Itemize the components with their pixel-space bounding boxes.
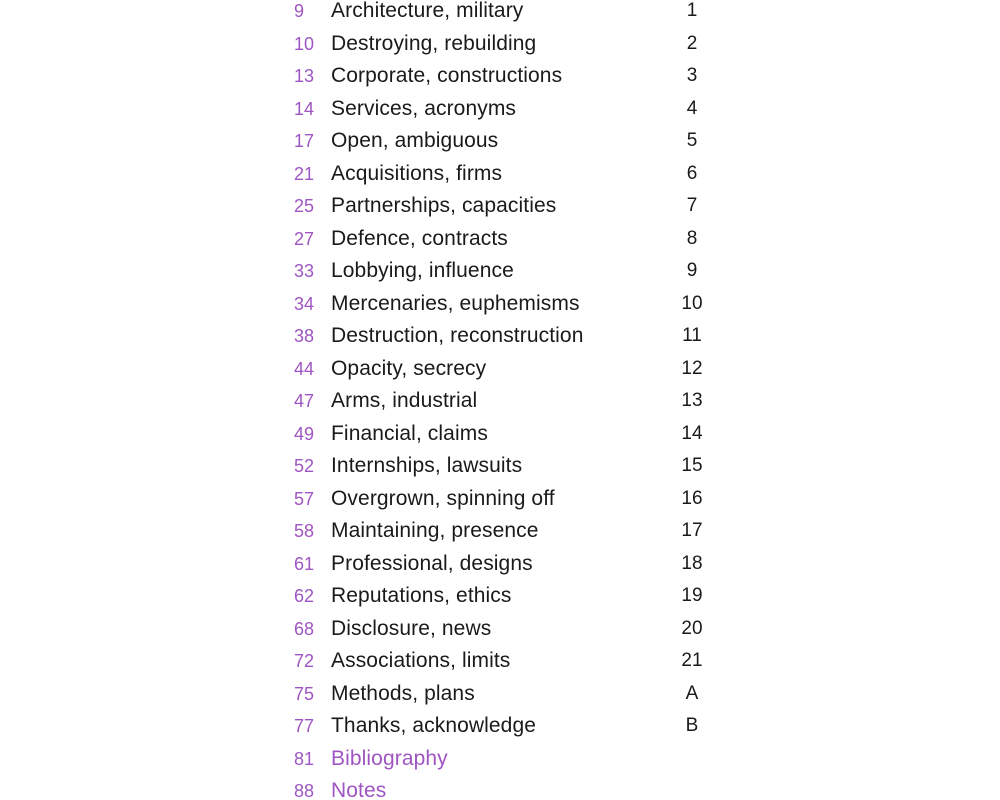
toc-entry-title[interactable]: Acquisitions, firms [331,161,503,185]
toc-entry-title[interactable]: Professional, designs [331,551,533,575]
toc-page-number: 68 [294,618,315,639]
toc-page-number: 49 [294,423,315,444]
toc-entry[interactable] [0,450,1000,483]
toc-entry[interactable] [0,645,1000,678]
toc-entry[interactable] [0,743,1000,776]
toc-entry[interactable] [0,418,1000,451]
toc-chapter-number: 21 [681,650,703,671]
toc-page-number: 17 [294,131,315,151]
toc-entry-title[interactable]: Opacity, secrecy [331,356,487,380]
toc-entry[interactable] [0,255,1000,288]
toc-entry-title[interactable]: Disclosure, news [331,616,492,640]
toc-page-number: 81 [294,748,315,769]
toc-entry-title[interactable]: Overgrown, spinning off [331,486,555,510]
toc-entry[interactable] [0,125,1000,158]
toc-page-number: 25 [294,196,315,216]
toc-entry-title[interactable]: Mercenaries, euphemisms [331,291,580,315]
toc-entry-title[interactable]: Methods, plans [331,681,475,705]
toc-entry-title[interactable]: Defence, contracts [331,226,508,250]
toc-chapter-number: A [685,682,699,704]
toc-entry-title[interactable]: Financial, claims [331,421,488,445]
toc-entry[interactable] [0,158,1000,191]
toc-chapter-number: 8 [686,227,698,249]
toc-page-number: 27 [294,228,315,249]
toc-entry-title[interactable]: Internships, lawsuits [331,454,523,477]
toc-page-number: 61 [294,553,315,574]
toc-entry[interactable] [0,28,1000,61]
toc-page-number: 33 [294,261,315,281]
toc-page-number: 44 [294,358,315,379]
toc-page-number: 34 [294,293,315,314]
toc-page-number: 88 [294,781,315,800]
toc-entry-title[interactable]: Lobbying, influence [331,259,514,282]
toc-entry-title[interactable]: Destruction, reconstruction [331,324,584,347]
toc-entry-title[interactable]: Associations, limits [331,649,511,672]
toc-page-number: 62 [294,586,315,606]
toc-page-number: 52 [294,456,315,476]
toc-entry-title[interactable]: Maintaining, presence [331,519,539,542]
toc-chapter-number: 1 [686,0,698,21]
toc-chapter-number: 14 [681,422,703,444]
toc-entry-title[interactable]: Bibliography [331,746,448,770]
toc-entry-title[interactable]: Thanks, acknowledge [331,714,537,737]
toc-chapter-number: 5 [686,130,698,151]
toc-entry[interactable] [0,385,1000,418]
toc-entry[interactable] [0,60,1000,93]
toc-page-number: 21 [294,163,315,184]
toc-chapter-number: 19 [681,585,703,606]
toc-entry[interactable] [0,775,1000,800]
toc-entry[interactable] [0,710,1000,743]
toc-entry-title[interactable]: Arms, industrial [331,389,478,412]
toc-chapter-number: 20 [681,617,703,639]
toc-entry-title[interactable]: Notes [331,779,387,800]
toc-entry-title[interactable]: Partnerships, capacities [331,194,557,217]
toc-page-number: 72 [294,651,315,671]
toc-chapter-number: 16 [681,487,703,509]
toc-chapter-number: 4 [686,97,698,119]
toc-entry-title[interactable]: Corporate, constructions [331,64,563,87]
toc-chapter-number: 18 [681,552,703,574]
toc-chapter-number: 15 [681,455,703,476]
toc-page-number: 77 [294,716,315,736]
toc-entry-title[interactable]: Services, acronyms [331,96,517,120]
toc-chapter-number: 11 [682,325,702,346]
toc-entry-title[interactable]: Open, ambiguous [331,129,499,152]
toc-entry[interactable] [0,515,1000,548]
toc-entry-title[interactable]: Architecture, military [331,0,524,22]
toc-page-number: 10 [294,33,315,54]
toc-page-number: 14 [294,98,315,119]
toc-page-number: 47 [294,391,315,411]
toc-chapter-number: 12 [681,357,703,379]
toc-entry-title[interactable]: Reputations, ethics [331,584,512,607]
toc-chapter-number: 6 [686,162,698,184]
toc-entry[interactable] [0,93,1000,126]
toc-entry[interactable] [0,353,1000,386]
toc-entry[interactable] [0,678,1000,711]
toc-chapter-number: 9 [686,260,698,281]
toc-entry[interactable] [0,288,1000,321]
toc-chapter-number: 10 [681,292,703,314]
toc-page-number: 58 [294,521,315,541]
toc-chapter-number: 17 [681,520,703,541]
toc-entry[interactable] [0,613,1000,646]
toc-entry[interactable] [0,483,1000,516]
toc-page-number: 75 [294,683,315,704]
toc-entry[interactable] [0,320,1000,353]
toc-chapter-number: B [685,715,699,736]
toc-entry[interactable] [0,223,1000,256]
toc-entry[interactable] [0,548,1000,581]
toc-page-number: 38 [294,326,315,346]
toc-page-number: 57 [294,488,315,509]
toc-entry[interactable] [0,0,1000,28]
toc-chapter-number: 3 [686,65,698,86]
toc-chapter-number: 2 [686,32,698,54]
toc-chapter-number: 13 [681,390,703,411]
toc-entry[interactable] [0,190,1000,223]
toc-entry[interactable] [0,580,1000,613]
toc-page-number: 9 [294,1,305,21]
toc-page-number: 13 [294,66,315,86]
toc-chapter-number: 7 [686,195,698,216]
toc-entry-title[interactable]: Destroying, rebuilding [331,31,537,55]
